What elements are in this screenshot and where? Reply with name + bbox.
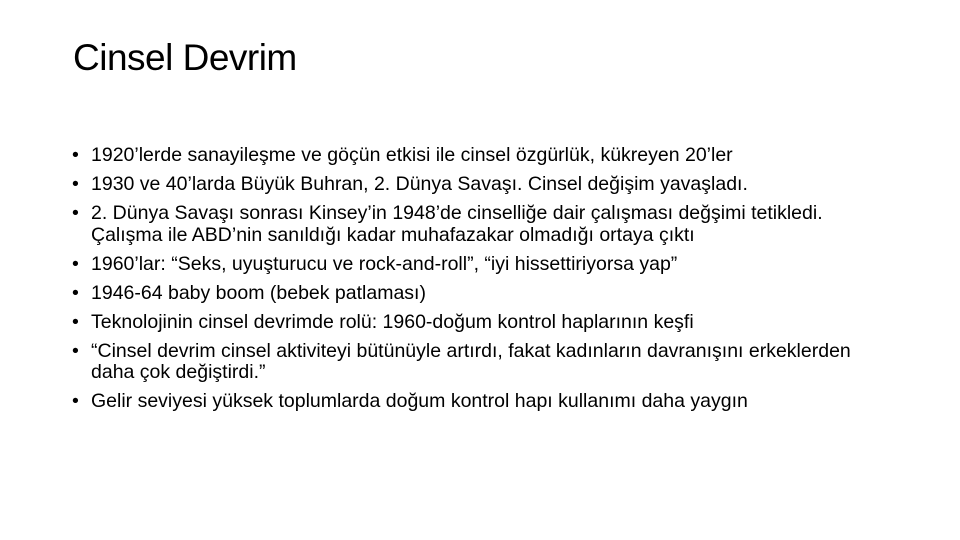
- bullet-dot-icon: •: [72, 144, 79, 166]
- bullet-dot-icon: •: [72, 390, 79, 412]
- bullet-text: 1960’lar: “Seks, uyuşturucu ve rock-and-roll”, “iyi hissettiriyorsa yap”: [91, 252, 678, 275]
- bullet-text: “Cinsel devrim cinsel aktiviteyi bütünüyle artırdı, fakat kadınların davranışını erkeklerden daha çok değiştirdi.”: [91, 339, 851, 383]
- bullet-item: [72, 145, 872, 167]
- bullet-dot-icon: •: [72, 173, 79, 195]
- bullet-text: Teknolojinin cinsel devrimde rolü: 1960-doğum kontrol haplarının keşfi: [91, 310, 694, 333]
- bullet-item: [72, 283, 872, 305]
- bullet-dot-icon: •: [72, 339, 79, 362]
- bullet-item: [72, 312, 872, 334]
- bullet-item: [72, 174, 872, 196]
- bullet-text: 1946-64 baby boom (bebek patlaması): [91, 281, 426, 304]
- bullet-dot-icon: •: [72, 281, 79, 304]
- bullet-item: [72, 203, 872, 246]
- bullet-item: [72, 254, 872, 276]
- bullet-dot-icon: •: [72, 202, 79, 224]
- bullet-item: [72, 341, 872, 384]
- bullet-text: 2. Dünya Savaşı sonrası Kinsey’in 1948’de cinselliğe dair çalışması değşimi tetikledi. Çalışma ile ABD’nin sanıldığı kadar muhafazakar olmadığı ortaya çıktı: [91, 202, 823, 246]
- bullet-text: 1920’lerde sanayileşme ve göçün etkisi ile cinsel özgürlük, kükreyen 20’ler: [91, 144, 733, 166]
- bullet-list: [72, 145, 872, 420]
- bullet-text: 1930 ve 40’larda Büyük Buhran, 2. Dünya Savaşı. Cinsel değişim yavaşladı.: [91, 173, 748, 195]
- bullet-item: [72, 391, 872, 413]
- bullet-dot-icon: •: [72, 310, 79, 333]
- bullet-dot-icon: •: [72, 252, 79, 275]
- slide-title: Cinsel Devrim: [73, 37, 297, 78]
- bullet-text: Gelir seviyesi yüksek toplumlarda doğum kontrol hapı kullanımı daha yaygın: [91, 390, 748, 412]
